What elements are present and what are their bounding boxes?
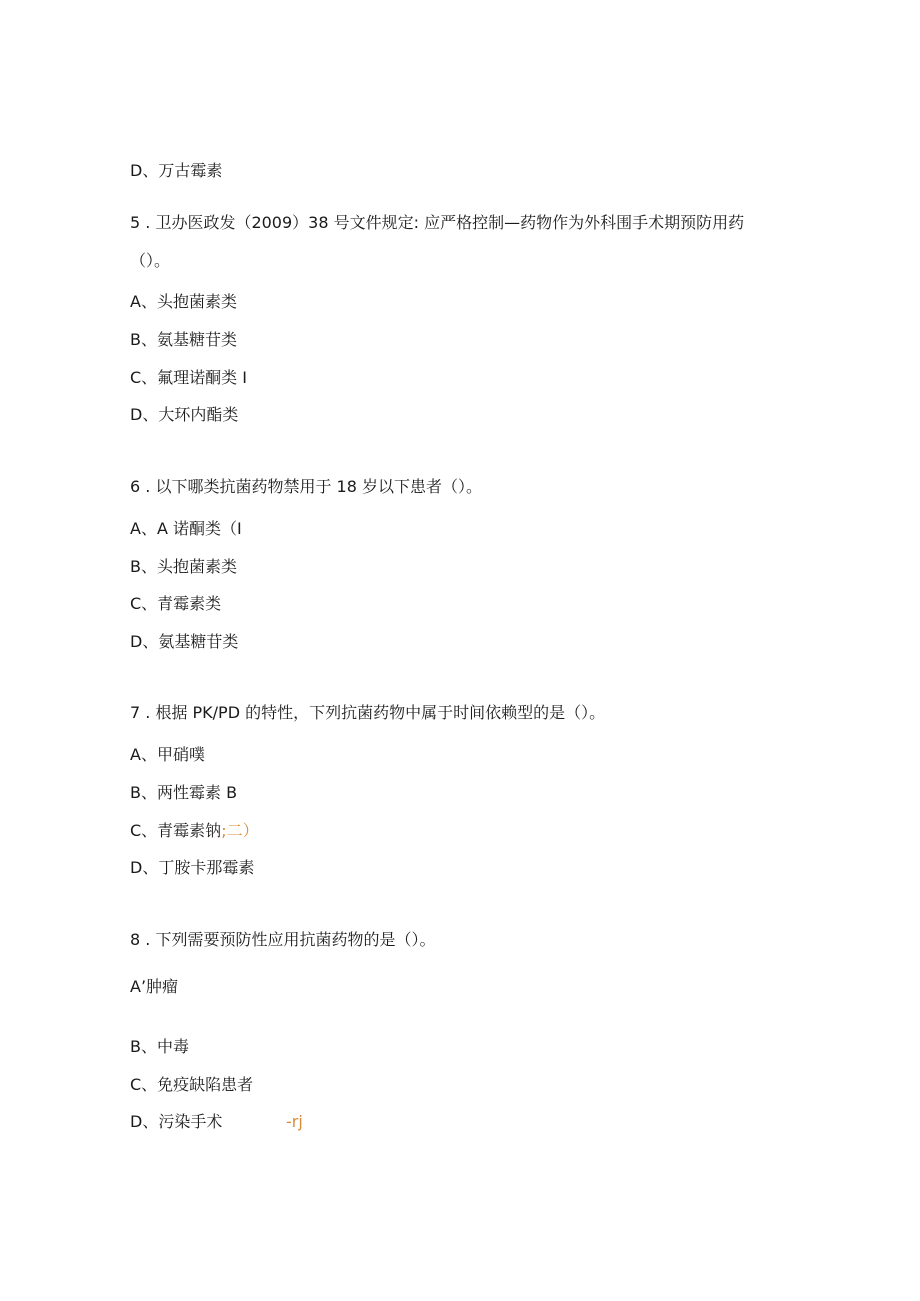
question-5-option-d: D、大环内酯类 (130, 405, 239, 424)
question-6-option-a: A、A 诺酮类（I (130, 519, 242, 538)
question-7-option-a: A、甲硝噗 (130, 745, 205, 764)
question-8-text: 8 . 下列需要预防性应用抗菌药物的是（）。 (130, 930, 436, 949)
question-8-option-c: C、免疫缺陷患者 (130, 1075, 254, 1094)
question-5-option-a: A、头抱菌素类 (130, 292, 237, 311)
question-7-option-c-text: C、青霉素钠 (130, 821, 222, 840)
question-7-option-b: B、两性霉素 B (130, 783, 238, 802)
question-7-option-d: D、丁胺卡那霉素 (130, 858, 255, 877)
question-6-option-d: D、氨基糖苷类 (130, 632, 239, 651)
stray-mark: -rj (286, 1112, 303, 1131)
question-6-option-c: C、青霉素类 (130, 594, 222, 613)
question-8-option-d: D、污染手术 (130, 1112, 223, 1131)
question-5-text: 5 . 卫办医政发（2009）38 号文件规定: 应严格控制—药物作为外科围手术期预防用药 (130, 213, 745, 232)
question-6-text: 6 . 以下哪类抗菌药物禁用于 18 岁以下患者（）。 (130, 477, 482, 496)
option-d-prev: D、万古霉素 (130, 161, 223, 180)
question-7-text: 7 . 根据 PK/PD 的特性，下列抗菌药物中属于时间依赖型的是（）。 (130, 703, 606, 722)
question-5-text-cont: （）。 (130, 251, 171, 270)
question-8-option-a: A’肿瘤 (130, 977, 179, 996)
question-6-option-b: B、头抱菌素类 (130, 557, 237, 576)
question-5-option-c: C、氟理诺酮类 I (130, 368, 247, 387)
question-7-option-c (130, 821, 259, 841)
question-5-option-b: B、氨基糖苷类 (130, 330, 237, 349)
handwritten-annotation: ;二） (221, 821, 259, 840)
question-8-option-b: B、中毒 (130, 1037, 189, 1056)
